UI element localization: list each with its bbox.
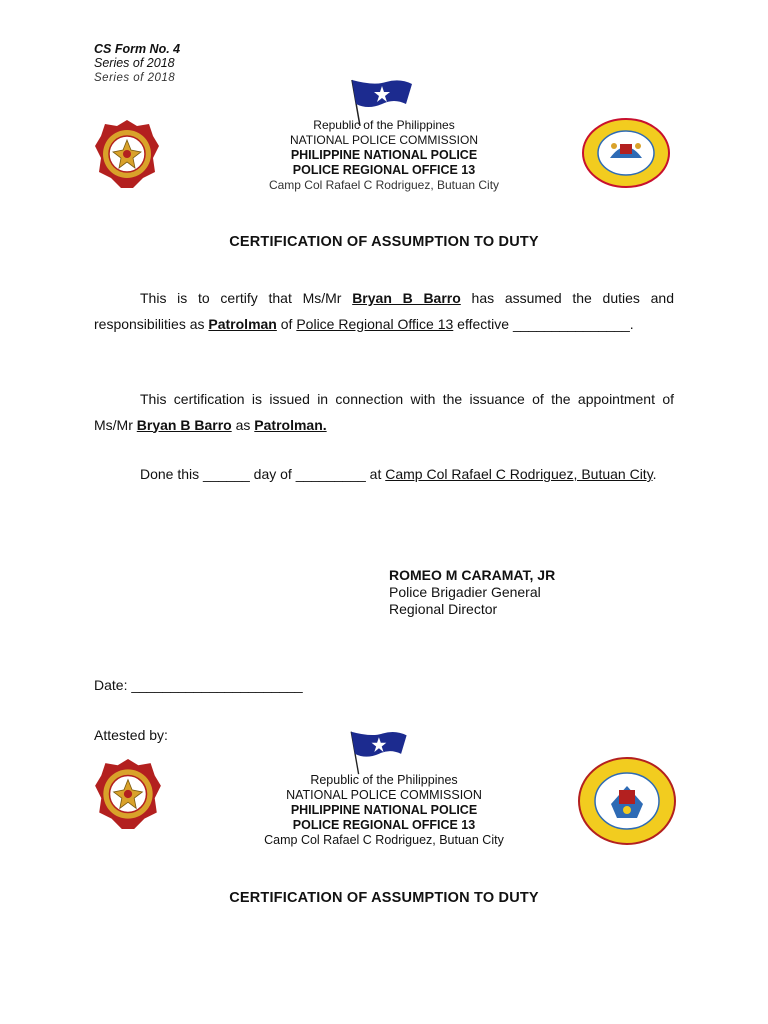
form-series-duplicate: Series of 2018	[94, 72, 176, 84]
header-address: Camp Col Rafael C Rodriguez, Butuan City	[268, 178, 500, 192]
header-pro13: POLICE REGIONAL OFFICE 13	[292, 163, 476, 177]
form-number: CS Form No. 4	[94, 42, 181, 56]
certification-paragraph-3	[94, 462, 674, 488]
signatory-block	[389, 567, 555, 618]
header-pro13-2: POLICE REGIONAL OFFICE 13	[292, 818, 476, 832]
signatory-rank: Police Brigadier General	[389, 584, 541, 600]
p1-text-a: This is to certify that Ms/Mr	[140, 290, 342, 306]
p3-text-c: at	[369, 466, 382, 482]
date-label: Date:	[94, 677, 128, 693]
header-napolcom-2: NATIONAL POLICE COMMISSION	[286, 788, 482, 802]
p2-text-b: as	[235, 416, 251, 433]
signatory-title: Regional Director	[389, 601, 498, 617]
document-title: CERTIFICATION OF ASSUMPTION TO DUTY	[229, 234, 539, 250]
employee-name: Bryan B Barro	[352, 290, 461, 306]
pro13-seal-icon	[582, 118, 670, 188]
pnp-seal-icon-2	[93, 757, 163, 831]
header-address-2: Camp Col Rafael C Rodriguez, Butuan City	[264, 833, 504, 847]
p1-text-d: effective	[457, 315, 510, 332]
position-title: Patrolman	[208, 315, 277, 332]
date-field	[94, 677, 303, 693]
certification-paragraph-2	[94, 387, 674, 438]
place-name: Camp Col Rafael C Rodriguez, Butuan City	[385, 466, 653, 482]
p3-period: .	[652, 466, 657, 482]
p1-text-b: has assumed the duties and responsibilities as	[94, 290, 675, 332]
pnp-seal-icon	[93, 118, 161, 190]
position-title-2: Patrolman.	[254, 416, 327, 433]
office-name: Police Regional Office 13	[296, 315, 454, 332]
napolcom-flag-icon-2	[342, 728, 414, 776]
header-republic-2: Republic of the Philippines	[310, 773, 458, 787]
signatory-name: ROMEO M CARAMAT, JR	[389, 567, 556, 583]
header-pnp: PHILIPPINE NATIONAL POLICE	[290, 148, 478, 162]
p3-text-a: Done this	[140, 466, 200, 482]
day-blank: ______	[203, 466, 250, 482]
p2-text-a: This certification is issued in connection with the issuance of the appointment of Ms/Mr	[94, 391, 674, 433]
attested-by-label: Attested by:	[94, 727, 168, 743]
pro13-seal-icon-2	[577, 756, 677, 846]
letterhead-top	[190, 118, 578, 193]
certification-paragraph-1	[94, 286, 674, 337]
month-blank: _________	[295, 466, 366, 482]
date-blank: ______________________	[131, 677, 303, 693]
header-republic: Republic of the Philippines	[313, 118, 455, 132]
effective-date-blank: _______________	[512, 315, 630, 332]
header-pnp-2: PHILIPPINE NATIONAL POLICE	[290, 803, 478, 817]
p3-text-b: day of	[253, 466, 292, 482]
p1-text-c: of	[280, 315, 293, 332]
p1-period: .	[629, 315, 634, 332]
form-series: Series of 2018	[94, 56, 175, 70]
employee-name-2: Bryan B Barro	[136, 416, 232, 433]
letterhead-bottom	[190, 773, 578, 848]
document-title-2: CERTIFICATION OF ASSUMPTION TO DUTY	[229, 890, 539, 906]
header-napolcom: NATIONAL POLICE COMMISSION	[289, 133, 479, 147]
